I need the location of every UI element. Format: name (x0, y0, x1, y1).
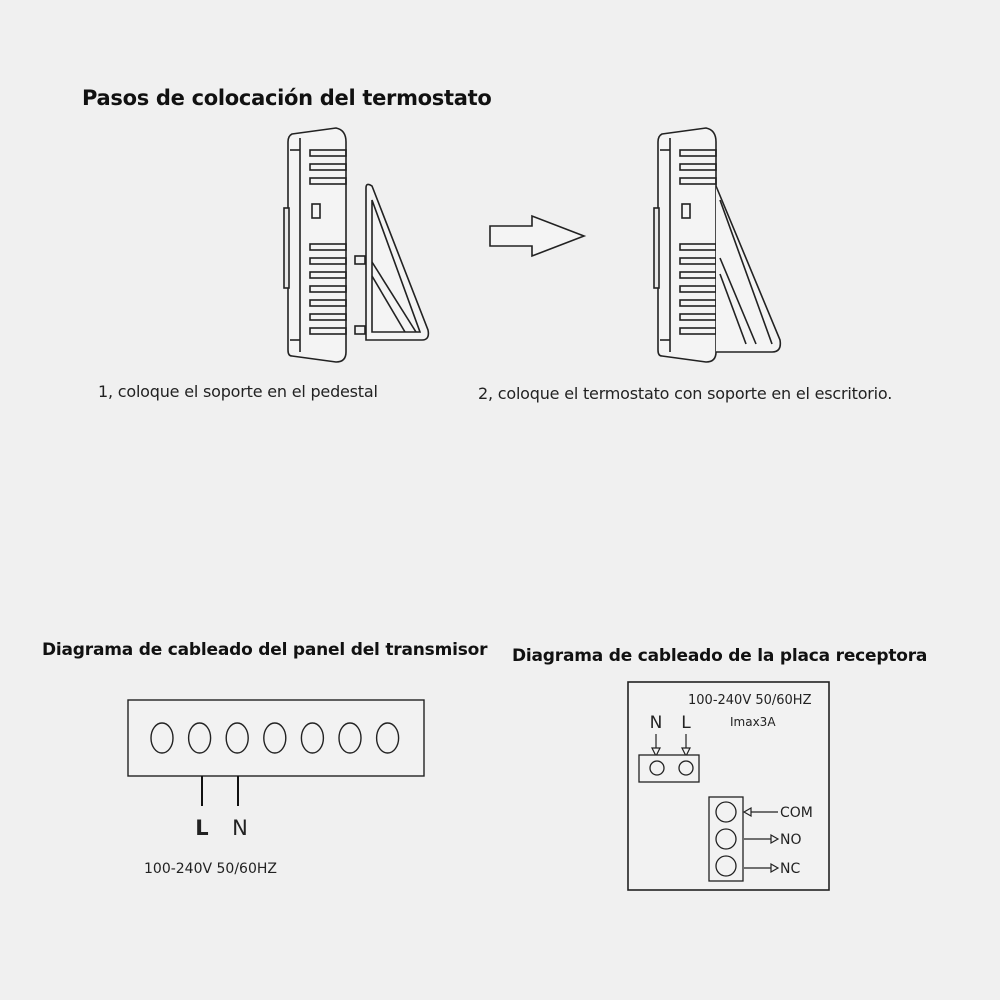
step-1-thermostat-illustration (284, 128, 346, 362)
transmitter-terminal (339, 723, 361, 753)
transmitter-voltage: 100-240V 50/60HZ (144, 861, 277, 877)
transmitter-terminal (189, 723, 211, 753)
transmitter-terminal (151, 723, 173, 753)
page-title: Pasos de colocación del termostato (82, 86, 492, 110)
transmitter-diagram-title: Diagrama de cableado del panel del transmisor (42, 640, 488, 660)
transmitter-terminal (264, 723, 286, 753)
transmitter-terminal (301, 723, 323, 753)
output-label-no: NO (780, 832, 802, 848)
receiver-current: Imax3A (730, 715, 776, 729)
step-1-stand-illustration (355, 184, 428, 340)
transmitter-terminal (226, 723, 248, 753)
receiver-diagram-title: Diagrama de cableado de la placa receptora (512, 646, 928, 666)
step-1-caption: 1, coloque el soporte en el pedestal (98, 382, 378, 401)
wire-label-N: N (232, 816, 248, 840)
output-label-com: COM (780, 805, 813, 821)
step-arrow-icon (490, 216, 584, 256)
step-2-caption: 2, coloque el termostato con soporte en el escritorio. (478, 384, 893, 403)
wire-label-L: L (195, 816, 209, 840)
receiver-input-terminal-block (639, 755, 699, 782)
receiver-output-terminal-block (709, 797, 743, 881)
output-label-nc: NC (780, 861, 801, 877)
input-label-L: L (681, 713, 691, 733)
step-2-assembled-illustration (654, 128, 780, 362)
transmitter-wires (202, 776, 238, 806)
transmitter-terminal (377, 723, 399, 753)
input-label-N: N (649, 713, 663, 733)
receiver-voltage: 100-240V 50/60HZ (688, 693, 812, 708)
